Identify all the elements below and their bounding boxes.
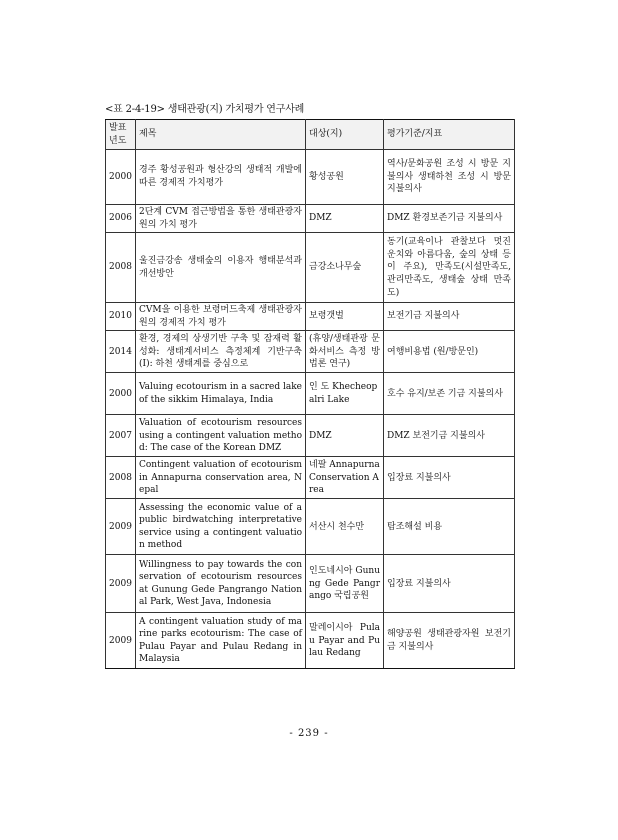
research-table <box>105 119 515 669</box>
cell-year: 2009 <box>106 499 136 555</box>
table-row <box>106 331 515 373</box>
table-row <box>106 457 515 499</box>
cell-title: Contingent valuation of ecotourism in Annapurna conservation area, Nepal <box>136 457 306 499</box>
cell-title: Valuing ecotourism in a sacred lake of the sikkim Himalaya, India <box>136 373 306 415</box>
cell-title: 울진금강송 생태숲의 이용자 행태분석과 개선방안 <box>136 233 306 303</box>
cell-year: 2000 <box>106 373 136 415</box>
table-row <box>106 303 515 331</box>
cell-target: (휴양/생태관광 문화서비스 측정 방법론 연구) <box>306 331 384 373</box>
cell-year: 2009 <box>106 555 136 613</box>
cell-year: 2008 <box>106 457 136 499</box>
cell-year: 2010 <box>106 303 136 331</box>
cell-target: 인도네시아 Gunung Gede Pangrango 국립공원 <box>306 555 384 613</box>
cell-title: Willingness to pay towards the conservation of ecotourism resources at Gunung Gede Pangrango National Park, West Java, Indonesia <box>136 555 306 613</box>
table-header-row <box>106 120 515 150</box>
table-row <box>106 373 515 415</box>
header-year: 발표 년도 <box>106 120 136 150</box>
table-row <box>106 499 515 555</box>
table-caption: <표 2-4-19> 생태관광(지) 가치평가 연구사례 <box>105 104 305 115</box>
cell-year: 2007 <box>106 415 136 457</box>
cell-year: 2014 <box>106 331 136 373</box>
cell-title: Assessing the economic value of a public birdwatching interpretative service using a contingent valuation method <box>136 499 306 555</box>
cell-title: 경주 황성공원과 형산강의 생태적 개발에 따른 경제적 가치평가 <box>136 150 306 205</box>
cell-year: 2000 <box>106 150 136 205</box>
cell-criteria: 해양공원 생태관광자원 보전기금 지불의사 <box>384 613 515 669</box>
header-target: 대상(지) <box>306 120 384 150</box>
cell-year: 2006 <box>106 205 136 233</box>
cell-title: Valuation of ecotourism resources using a contingent valuation method: The case of the Korean DMZ <box>136 415 306 457</box>
cell-target: 인 도 Khecheopalri Lake <box>306 373 384 415</box>
cell-criteria: 동기(교육이나 관찰보다 멋진 운치와 아름다움, 숲의 상태 등이 주요), 만족도(시설만족도, 관리만족도, 생태숲 상태 만족도) <box>384 233 515 303</box>
header-criteria: 평가기준/지표 <box>384 120 515 150</box>
cell-criteria: DMZ 환경보존기금 지불의사 <box>384 205 515 233</box>
header-title: 제목 <box>136 120 306 150</box>
cell-target: DMZ <box>306 415 384 457</box>
cell-criteria: 입장료 지불의사 <box>384 457 515 499</box>
table-row <box>106 555 515 613</box>
cell-title: A contingent valuation study of marine parks ecotourism: The case of Pulau Payar and Pulau Redang in Malaysia <box>136 613 306 669</box>
cell-criteria: 탐조해설 비용 <box>384 499 515 555</box>
table-row <box>106 150 515 205</box>
cell-criteria: 호수 유지/보존 기금 지불의사 <box>384 373 515 415</box>
cell-title: 환경, 경제의 상생기반 구축 및 잠재력 활성화: 생태계서비스 측정체계 기반구축(I): 하천 생태계를 중심으로 <box>136 331 306 373</box>
cell-criteria: 입장료 지불의사 <box>384 555 515 613</box>
cell-target: 금강소나무숲 <box>306 233 384 303</box>
cell-criteria: 보전기금 지불의사 <box>384 303 515 331</box>
table-row <box>106 205 515 233</box>
cell-target: 서산시 천수만 <box>306 499 384 555</box>
cell-criteria: 여행비용법 (원/방문인) <box>384 331 515 373</box>
cell-title: CVM을 이용한 보령머드축제 생태관광자원의 경제적 가치 평가 <box>136 303 306 331</box>
cell-target: 네팔 Annapurna Conservation Area <box>306 457 384 499</box>
table-row <box>106 613 515 669</box>
cell-target: 황성공원 <box>306 150 384 205</box>
cell-target: DMZ <box>306 205 384 233</box>
cell-criteria: 역사/문화공원 조성 시 방문 지불의사 생태하천 조성 시 방문 지불의사 <box>384 150 515 205</box>
cell-target: 말레이시아 Pulau Payar and Pulau Redang <box>306 613 384 669</box>
cell-year: 2009 <box>106 613 136 669</box>
table-row <box>106 233 515 303</box>
cell-criteria: DMZ 보전기금 지불의사 <box>384 415 515 457</box>
table-row <box>106 415 515 457</box>
cell-title: 2단계 CVM 접근방법을 통한 생태관광자원의 가치 평가 <box>136 205 306 233</box>
cell-year: 2008 <box>106 233 136 303</box>
cell-target: 보령갯벌 <box>306 303 384 331</box>
page-number: - 239 - <box>289 728 329 739</box>
